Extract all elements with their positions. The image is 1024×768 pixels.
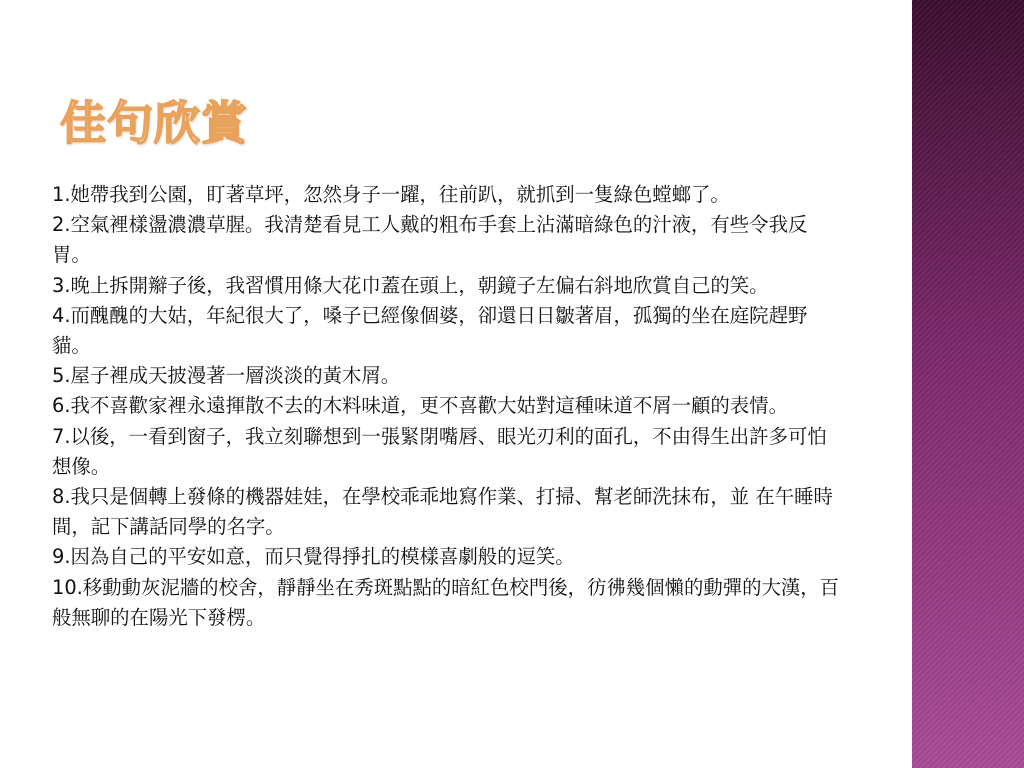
list-item — [52, 210, 844, 270]
list-item — [52, 180, 844, 210]
list-item — [52, 271, 844, 301]
item-number: 7. — [52, 424, 71, 448]
list-item — [52, 573, 844, 633]
item-text: 因為自己的平安如意，而只覺得掙扎的模樣喜劇般的逗笑。 — [70, 545, 575, 569]
item-number: 3. — [52, 273, 71, 297]
list-item — [52, 482, 844, 542]
sentence-list — [52, 180, 844, 633]
item-number: 2. — [52, 213, 71, 237]
slide-title: 佳句欣賞 — [60, 96, 248, 150]
item-number: 6. — [52, 394, 71, 418]
list-item — [52, 422, 844, 482]
list-item — [52, 361, 844, 391]
list-item — [52, 542, 844, 572]
item-number: 8. — [52, 485, 71, 509]
item-text: 晚上拆開辮子後，我習慣用條大花巾蓋在頭上，朝鏡子左偏右斜地欣賞自己的笑。 — [70, 273, 769, 297]
item-text: 她帶我到公園，盯著草坪，忽然身子一躍，往前趴，就抓到一隻綠色螳螂了。 — [70, 183, 730, 206]
item-number: 10. — [52, 575, 83, 599]
item-text: 我只是個轉上發條的機器娃娃，在學校乖乖地寫作業、打掃、幫老師洗抹布，並 在午睡時間，記下講話同學的名字。 — [52, 485, 833, 539]
decorative-side-band — [912, 0, 1024, 768]
item-number: 1. — [52, 183, 71, 206]
item-text: 而醜醜的大姑，年紀很大了，嗓子已經像個婆，卻還日日皺著眉，孤獨的坐在庭院趕野貓。 — [52, 303, 808, 358]
item-text: 空氣裡樣盪濃濃草腥。我清楚看見工人戴的粗布手套上沾滿暗綠色的汁液，有些令我反胃。 — [52, 213, 808, 267]
item-text: 屋子裡成天披漫著一層淡淡的黃木屑。 — [70, 364, 401, 388]
item-text: 我不喜歡家裡永遠揮散不去的木料味道，更不喜歡大姑對這種味道不屑一顧的表情。 — [70, 394, 788, 418]
item-number: 9. — [52, 545, 71, 569]
list-item — [52, 301, 844, 361]
list-item — [52, 391, 844, 421]
item-text: 以後，一看到窗子，我立刻聯想到一張緊閉嘴唇、眼光刃利的面孔，不由得生出許多可怕想像。 — [52, 424, 827, 478]
item-text: 移動動灰泥牆的校舍，靜靜坐在秀斑點點的暗紅色校門後，彷彿幾個懶的動彈的大漢，百般無聊的在陽光下發楞。 — [52, 575, 840, 629]
item-number: 5. — [52, 364, 71, 388]
item-number: 4. — [52, 303, 71, 327]
